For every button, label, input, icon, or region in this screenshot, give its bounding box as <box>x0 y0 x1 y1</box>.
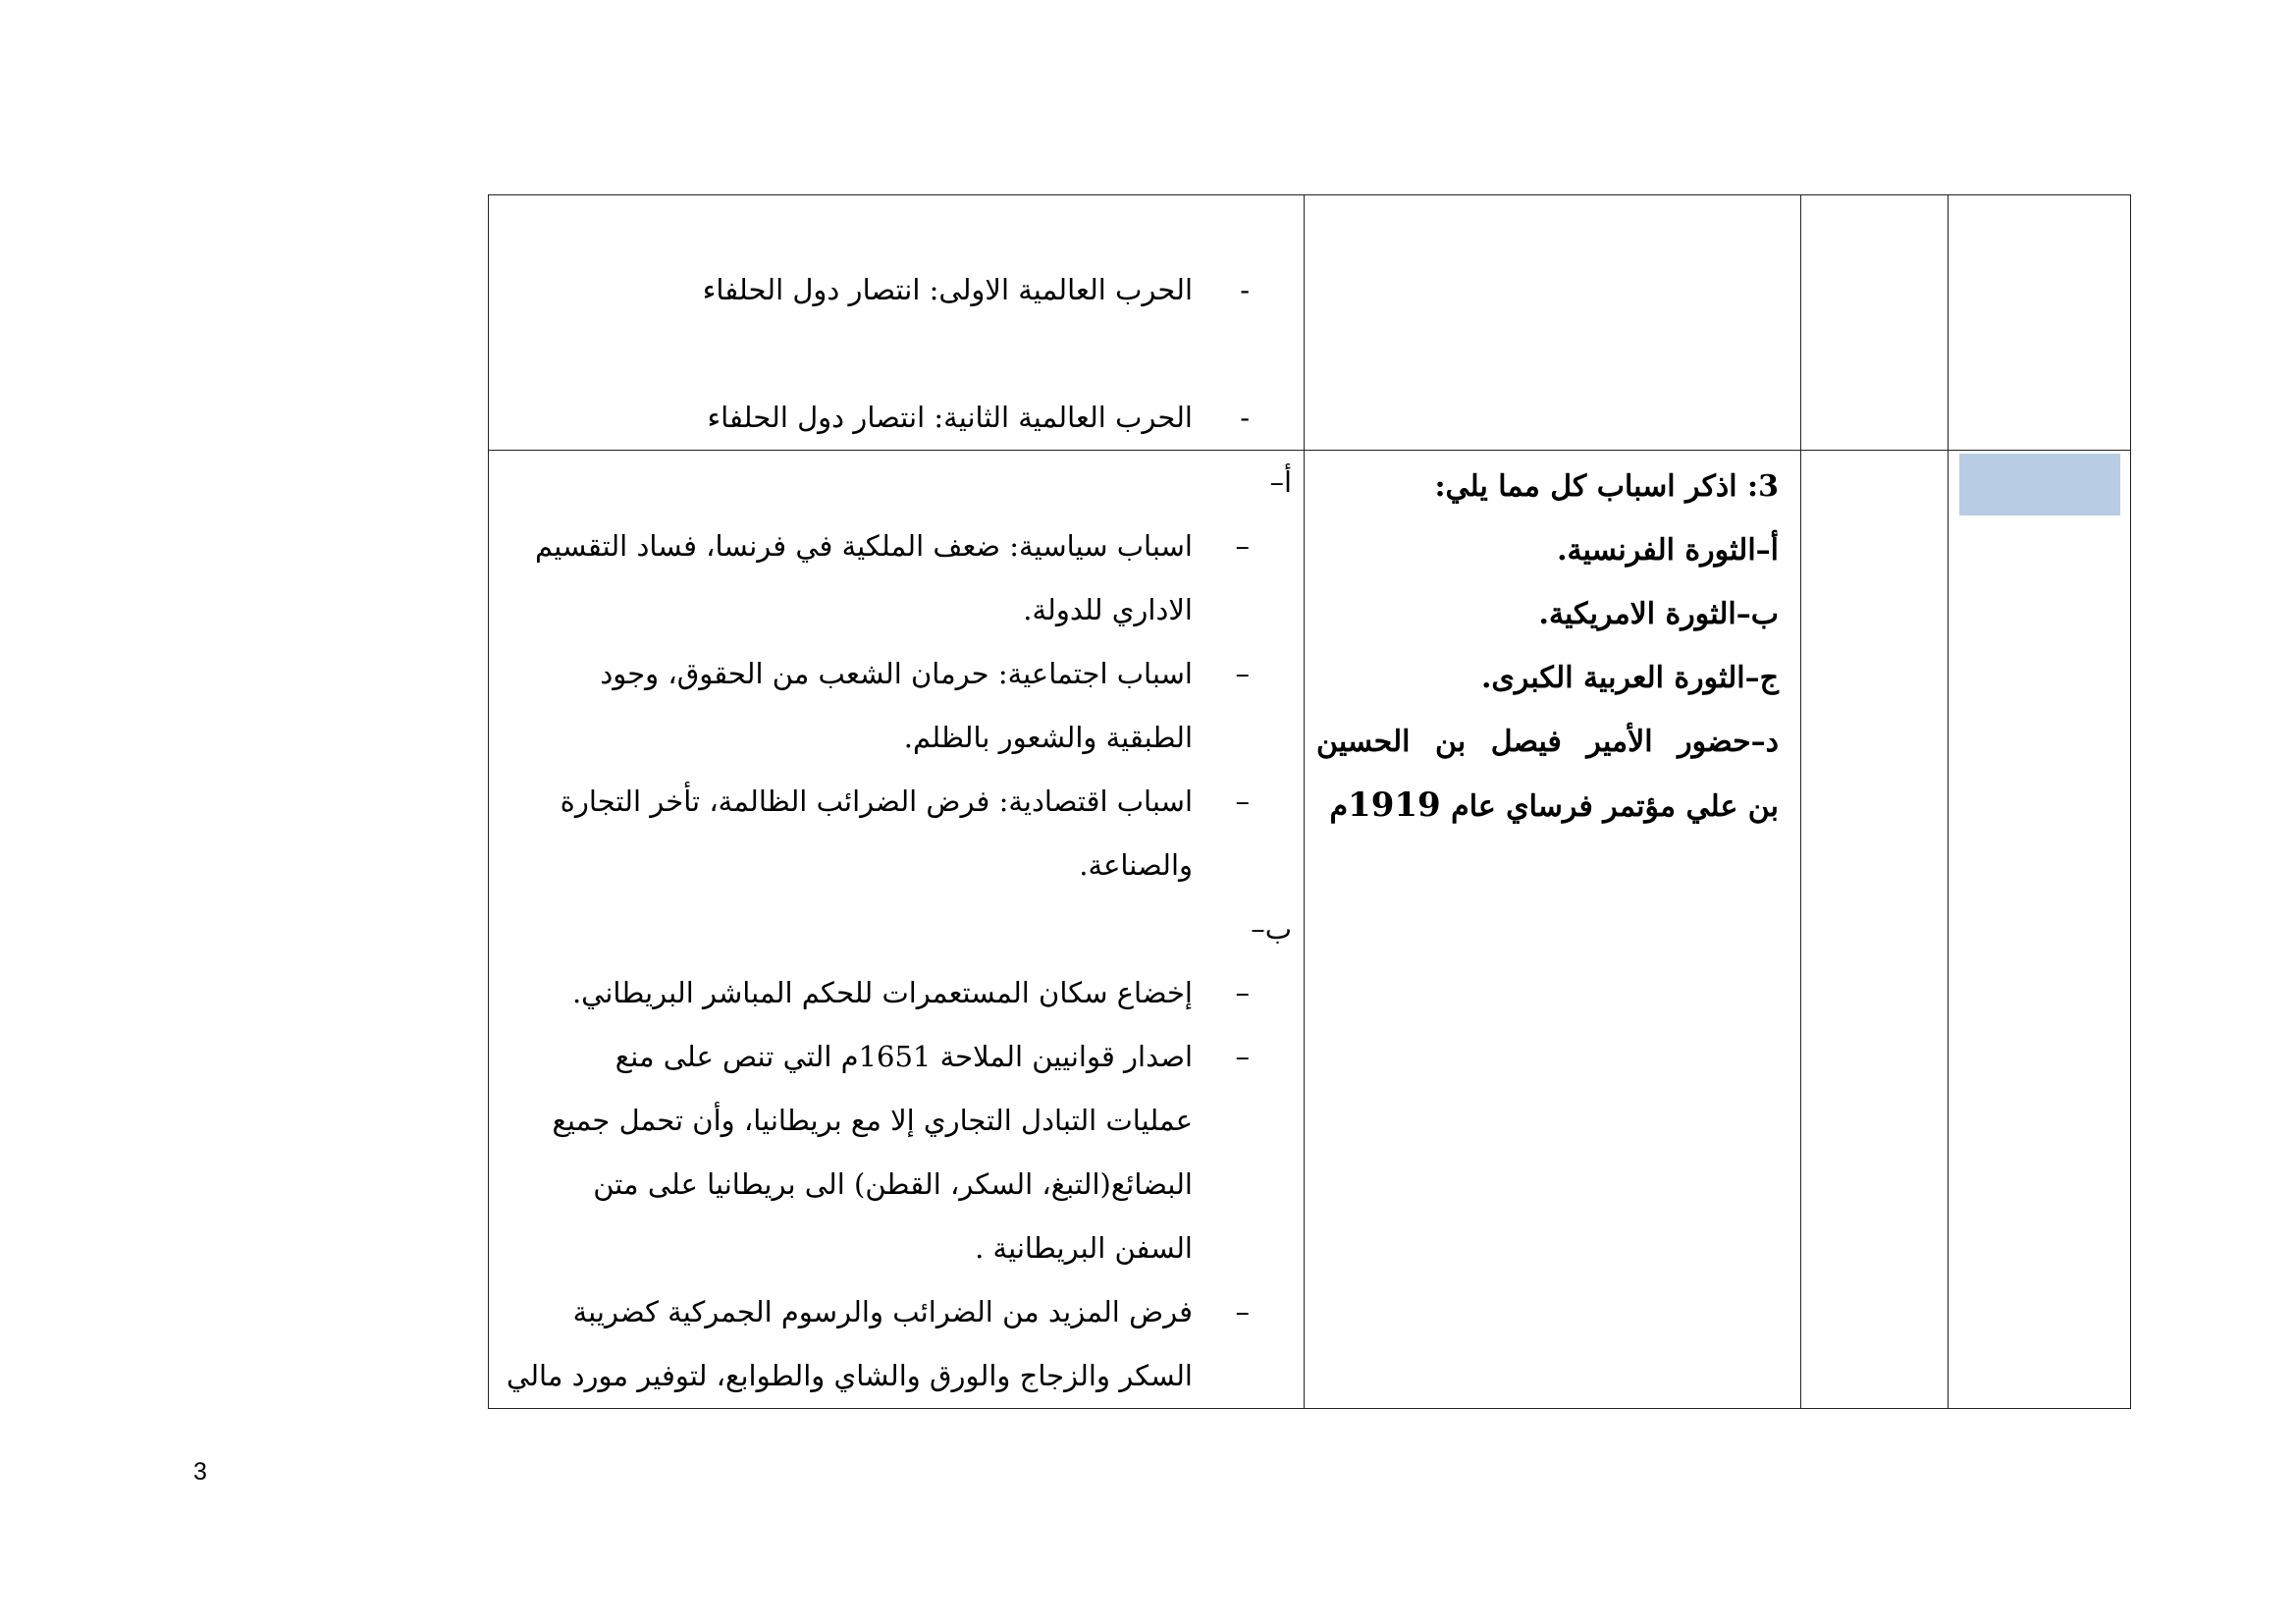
question-item: ب–الثورة الامريكية. <box>1538 597 1779 631</box>
bullet-dash: - <box>1240 273 1250 306</box>
table-row <box>489 195 2131 451</box>
list-item-text: اسباب سياسية: ضعف الملكية في فرنسا، فساد التقسيم <box>535 529 1193 563</box>
list-item-text: اسباب اقتصادية: فرض الضرائب الظالمة، تأخر التجارة <box>560 785 1193 818</box>
year-suffix: م <box>1329 789 1349 824</box>
list-item <box>489 961 1304 1025</box>
bullet-dash: – <box>1235 1295 1250 1328</box>
list-item-text: إخضاع سكان المستعمرات للحكم المباشر البريطاني. <box>571 976 1193 1009</box>
question-item-text: بن علي مؤتمر فرساي عام <box>1440 789 1779 824</box>
question-cell <box>1305 451 1801 1409</box>
list-item-continued: البضائع(التبغ، السكر، القطن) الى بريطانيا على متن <box>593 1167 1193 1201</box>
answer-cell <box>489 451 1305 1409</box>
year-number: 1919 <box>1348 785 1441 825</box>
section-label-a: أ– <box>1269 465 1292 499</box>
table-row <box>489 451 2131 1409</box>
list-item <box>489 642 1304 706</box>
list-item <box>489 514 1304 578</box>
list-item-continued: السكر والزجاج والورق والشاي والطوابع، لتوفير مورد مالي <box>507 1359 1193 1392</box>
page-number: 3 <box>193 1458 207 1486</box>
question-item-continued <box>1316 774 1779 839</box>
list-item-text: اصدار قوانيين الملاحة 1651م التي تنص على منع <box>614 1040 1193 1073</box>
empty-cell <box>1801 195 1949 451</box>
bullet-dash: – <box>1235 529 1250 563</box>
list-item-continued: الطبقية والشعور بالظلم. <box>903 721 1193 754</box>
list-item-text: فرض المزيد من الضرائب والرسوم الجمركية كضريبة <box>572 1295 1193 1328</box>
empty-cell <box>1801 451 1949 1409</box>
bullet-dash: – <box>1235 976 1250 1009</box>
list-item <box>489 770 1304 834</box>
bullet-dash: – <box>1235 785 1250 818</box>
question-content <box>1305 451 1800 839</box>
mark-cell <box>1949 451 2131 1409</box>
list-item-continued: الاداري للدولة. <box>1023 593 1193 626</box>
list-item <box>489 386 1304 450</box>
bullet-dash: – <box>1235 1040 1250 1073</box>
question-title: 3: اذكر اسباب كل مما يلي: <box>1434 469 1779 504</box>
question-item: أ–الثورة الفرنسية. <box>1557 533 1779 568</box>
answer-content <box>489 451 1304 1408</box>
answer-cell <box>489 195 1305 451</box>
mark-cell <box>1949 195 2131 451</box>
bullet-dash: – <box>1235 657 1250 690</box>
list-item-text: الحرب العالمية الاولى: انتصار دول الحلفاء <box>702 273 1193 306</box>
list-item <box>489 1025 1304 1089</box>
list-item-text: اسباب اجتماعية: حرمان الشعب من الحقوق، وجود <box>600 657 1193 690</box>
list-item-continued: والصناعة. <box>1079 848 1193 882</box>
list-item-text: الحرب العالمية الثانية: انتصار دول الحلفاء <box>707 401 1193 434</box>
list-item-continued: السفن البريطانية . <box>975 1231 1193 1265</box>
question-item: ج–الثورة العربية الكبرى. <box>1480 661 1779 695</box>
question-cell <box>1305 195 1801 451</box>
answer-key-table <box>488 194 2131 1409</box>
section-label-b: ب– <box>1251 912 1292 946</box>
list-item <box>489 1280 1304 1344</box>
list-item <box>489 258 1304 322</box>
highlight-box <box>1959 454 2120 515</box>
bullet-dash: - <box>1240 401 1250 434</box>
question-item: د–حضور الأمير فيصل بن الحسين <box>1316 725 1779 759</box>
list-item-continued: عمليات التبادل التجاري إلا مع بريطانيا، وأن تحمل جميع <box>552 1104 1193 1137</box>
